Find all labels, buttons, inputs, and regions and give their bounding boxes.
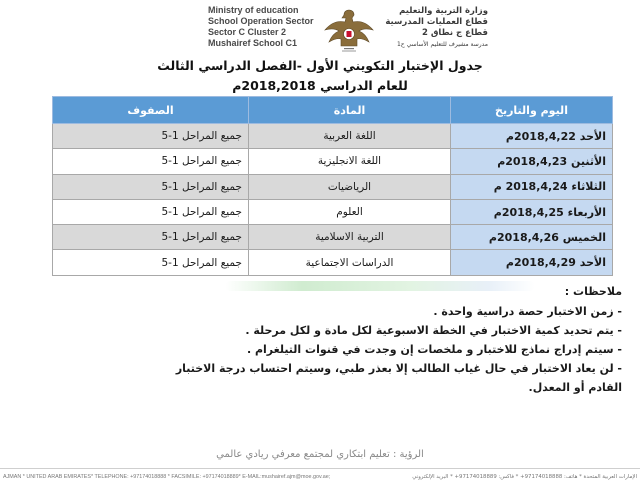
- header-ar-line: وزارة التربية والتعليم: [399, 6, 488, 16]
- table-row: [53, 174, 613, 199]
- cell-date: الأحد 2018,4,22م: [451, 124, 613, 149]
- notes-section: [152, 285, 622, 397]
- cell-grades: جميع المراحل 1-5: [53, 199, 249, 224]
- header-ar-school-name: مدرسة مشيرف للتعليم الأساسي ح1: [396, 41, 488, 48]
- table-row: [53, 149, 613, 174]
- table-row: [53, 124, 613, 149]
- cell-subject: العلوم: [249, 199, 451, 224]
- cell-subject: اللغة الانجليزية: [249, 149, 451, 174]
- note-item: - سيتم إدراج نماذج للاختبار و ملخصات إن وجدت في قنوات التيلغرام .: [246, 343, 622, 356]
- cell-date: الثلاثاء 2018,4,24 م: [451, 174, 613, 199]
- cell-grades: جميع المراحل 1-5: [53, 124, 249, 149]
- cell-date: الخميس 2018,4,26م: [451, 225, 613, 250]
- notes-heading: ملاحظات :: [564, 285, 622, 298]
- table-row: [53, 250, 613, 275]
- header-en-line: Mushairef School C1: [208, 38, 298, 48]
- note-item: - يتم تحديد كمية الاختبار في الخطة الاسبوعية لكل مادة و لكل مرحلة .: [245, 324, 622, 337]
- schedule-subtitle: للعام الدراسي 2018,2018م: [232, 78, 408, 93]
- column-header-subject: المادة: [249, 97, 451, 124]
- table-row: [53, 199, 613, 224]
- cell-subject: اللغة العربية: [249, 124, 451, 149]
- cell-grades: جميع المراحل 1-5: [53, 174, 249, 199]
- footer-contact-en: AJMAN * UNITED ARAB EMIRATES* TELEPHONE: +97174018888 * FACSIMILE: +97174018889* E-MAIL:mushairef.ajm@moe.gov.ae;: [3, 474, 331, 480]
- cell-date: الأثنين 2018,4,23م: [451, 149, 613, 174]
- header-en-line: Sector C Cluster 2: [208, 27, 287, 37]
- column-header-date: اليوم والتاريخ: [451, 97, 613, 124]
- header-en-line: School Operation Sector: [208, 16, 314, 26]
- footer-contact-bar: [0, 468, 640, 485]
- table-row: [53, 225, 613, 250]
- table-header-row: [53, 97, 613, 124]
- cell-date: الأحد 2018,4,29م: [451, 250, 613, 275]
- header-en-line: Ministry of education: [208, 5, 299, 15]
- cell-grades: جميع المراحل 1-5: [53, 149, 249, 174]
- cell-subject: الرياضيات: [249, 174, 451, 199]
- exam-schedule-table: [52, 96, 613, 276]
- cell-grades: جميع المراحل 1-5: [53, 225, 249, 250]
- cell-grades: جميع المراحل 1-5: [53, 250, 249, 275]
- column-header-grades: الصفوف: [53, 97, 249, 124]
- note-item: - زمن الاختبار حصة دراسية واحدة .: [433, 305, 622, 318]
- schedule-title: جدول الإختبار التكويني الأول -الفصل الدراسي الثالث: [157, 58, 483, 73]
- note-item: - لن يعاد الاختبار في حال غياب الطالب إلا بعذر طبي، وسيتم احتساب درجة الاختبار القادم أو المعدل.: [175, 362, 622, 394]
- cell-subject: الدراسات الاجتماعية: [249, 250, 451, 275]
- footer-contact-ar: الإمارات العربية المتحدة * هاتف: 97174018888+ * فاكس: 97174018889+ * البريد الإلكتروني: [412, 474, 637, 480]
- header-arabic-block: [348, 6, 488, 50]
- vision-statement: الرؤية : تعليم ابتكاري لمجتمع معرفي ريادي عالمي: [216, 449, 424, 460]
- header-ar-line: قطاع ج نطاق 2: [421, 28, 488, 38]
- header-ar-line: قطاع العمليات المدرسية: [385, 17, 488, 27]
- header-english-block: [208, 5, 338, 49]
- cell-date: الأربعاء 2018,4,25م: [451, 199, 613, 224]
- cell-subject: التربية الاسلامية: [249, 225, 451, 250]
